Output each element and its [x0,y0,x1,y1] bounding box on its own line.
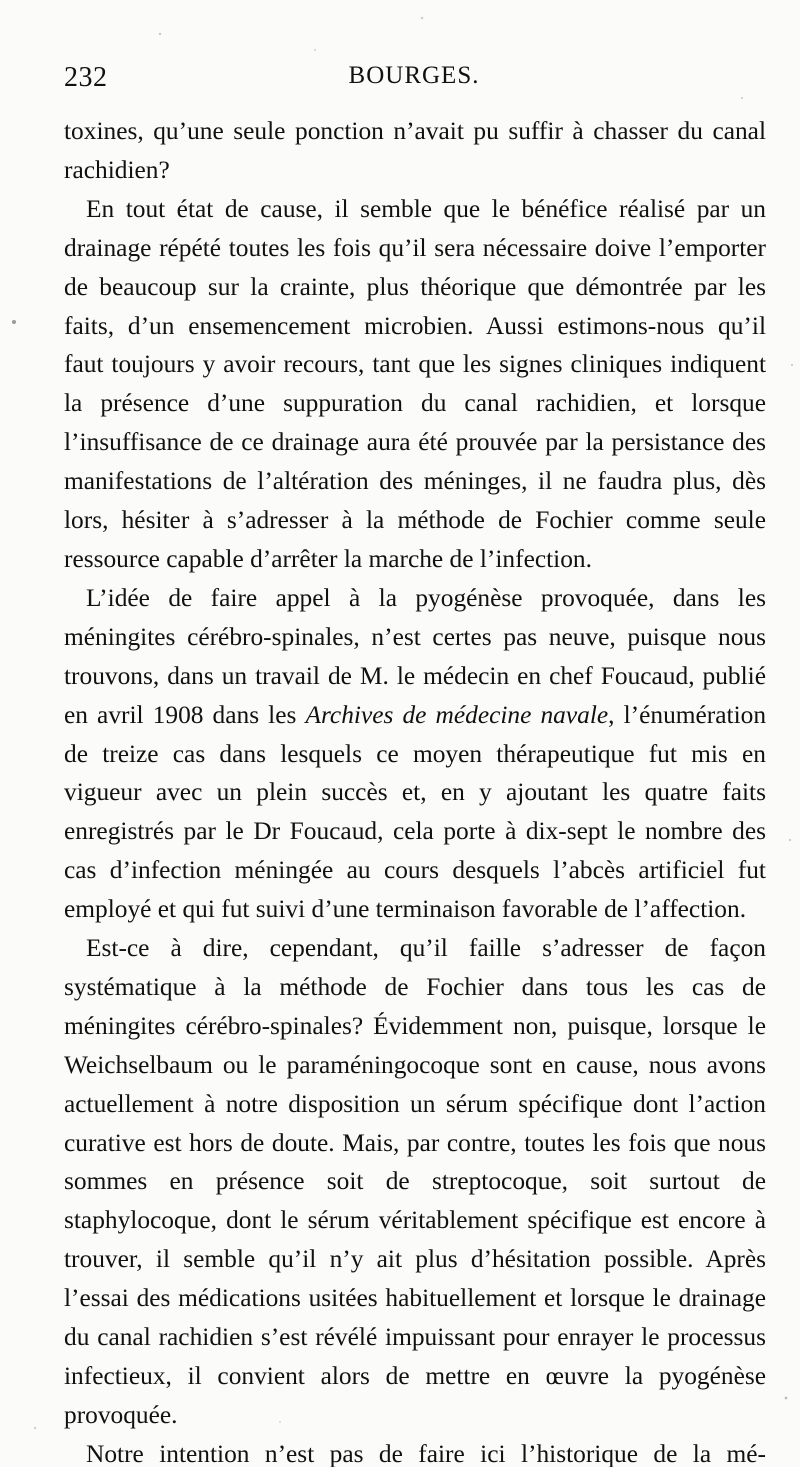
page-header [64,56,764,96]
journal-title: Archives de médecine navale [305,700,609,729]
paragraph-5: Notre intention n’est pas de faire ici l’historique de la mé- [86,1439,766,1467]
paragraph-3 [64,579,766,929]
paragraph-3-text-before: L’idée de faire appel à la pyogénèse provoquée, dans les méningites cérébro-spinales, n’est certes pas neuve, puisque nous trouvons, dans un travail de M. le médecin en chef Foucaud, publié en avril 1908 dans les [64,583,766,729]
paragraph-2: En tout état de cause, il semble que le bénéfice réalisé par un drainage répété toutes les fois qu’il sera nécessaire doive l’emporter de beaucoup sur la crainte, plus théorique que démontrée par les faits, d’un ensemencement microbien. Aussi estimons-nous qu’il faut toujours y avoir recours, tant que les signes cliniques indiquent la présence d’une suppuration du canal rachidien, et lorsque l’insuffisance de ce drainage aura été prouvée par la persistance des manifestations de l’altération des méninges, il ne faudra plus, dès lors, hésiter à s’adresser à la méthode de Fochier comme seule ressource capable d’arrêter la marche de l’infection. [64,194,766,573]
paragraph-4: Est-ce à dire, cependant, qu’il faille s’adresser de façon systématique à la méthode de Fochier dans tous les cas de méningites cérébro-spinales? Évidemment non, puisque, lorsque le Weichselbaum ou le paraméningocoque sont en cause, nous avons actuellement à notre disposition un sérum spécifique dont l’action curative est hors de doute. Mais, par contre, toutes les fois que nous sommes en présence soit de streptocoque, soit surtout de staphylocoque, dont le sérum véritablement spécifique est encore à trouver, il semble qu’il n’y ait plus d’hésitation possible. Après l’essai des médications usitées habituellement et lorsque le drainage du canal rachidien s’est révélé impuissant pour enrayer le processus infectieux, il convient alors de mettre en œuvre la pyogénèse provoquée. [64,934,766,1429]
running-head: BOURGES. [348,62,480,89]
paragraph-3-text-after: , l’énumération de treize cas dans lesquels ce moyen thérapeutique fut mis en vigueur avec un plein succès et, en y ajoutant les quatre faits enregistrés par le Dr Foucaud, cela porte à dix-sept le nombre des cas d’infection méningée au cours desquels l’abcès artificiel fut employé et qui fut suivi d’une terminaison favorable de l’affection. [64,700,767,924]
body-text [64,112,766,1467]
page-number: 232 [64,62,108,93]
paragraph-1: toxines, qu’une seule ponction n’avait pu suffir à chasser du canal rachidien? [64,117,766,184]
